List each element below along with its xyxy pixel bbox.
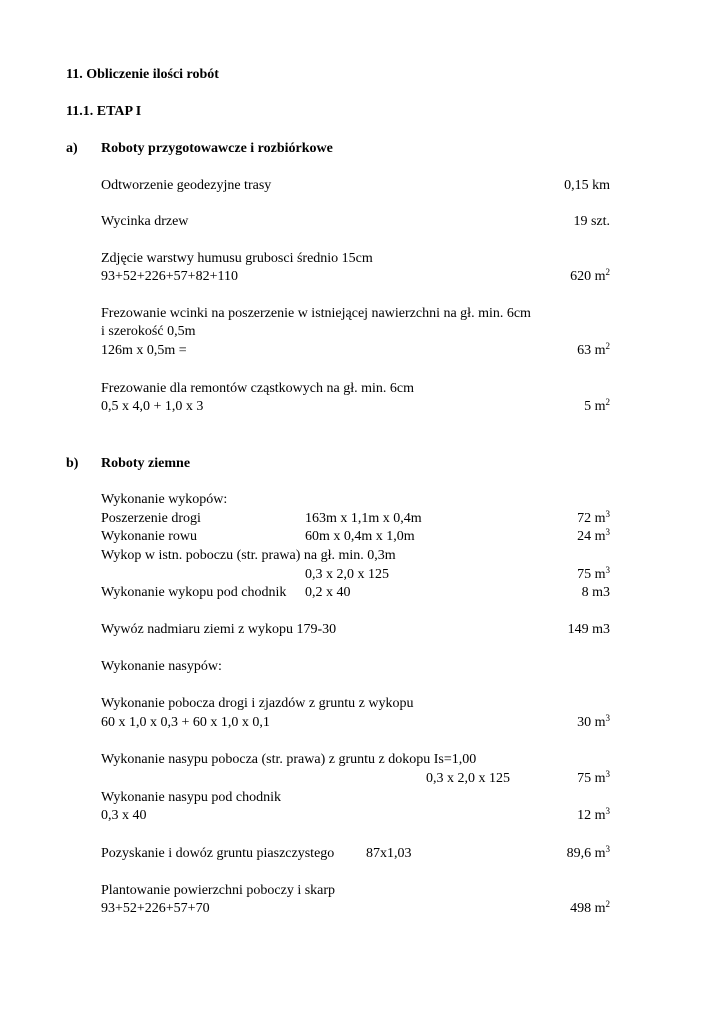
item-description: Wykonanie pobocza drogi i zjazdów z gruntu z wykopu <box>101 696 414 711</box>
item-description: Wycinka drzew <box>101 214 189 229</box>
item-quantity: 0,15 km <box>564 178 610 193</box>
subsection-title: 11.1. ETAP I <box>66 104 142 119</box>
section-b-letter: b) <box>66 456 79 471</box>
item-quantity: 5 $m^2$ <box>584 397 610 414</box>
item-calculation: 60 x 1,0 x 0,3 + 60 x 1,0 x 0,1 <box>101 715 270 730</box>
item-calculation: 0,3 x 2,0 x 125 <box>305 567 389 582</box>
item-quantity: 89,6 $m^3$ <box>566 844 610 861</box>
item-description: Frezowanie dla remontów cząstkowych na gł. min. 6cm <box>101 381 414 396</box>
item-calculation: 163m x 1,1m x 0,4m <box>305 511 422 526</box>
item-description: i szerokość 0,5m <box>101 324 196 339</box>
item-calculation: 87x1,03 <box>366 846 412 861</box>
item-description: Wykonanie rowu <box>101 529 197 544</box>
item-quantity: 30 $m^3$ <box>577 713 610 730</box>
subheading: Wykonanie nasypów: <box>101 659 222 674</box>
item-quantity: 75 $m^3$ <box>577 769 610 786</box>
item-quantity: 620 $m^2$ <box>570 267 610 284</box>
item-quantity: 8 m3 <box>581 585 610 600</box>
item-quantity: 63 $m^2$ <box>577 341 610 358</box>
section-b-heading: Roboty ziemne <box>101 456 191 471</box>
item-description: Zdjęcie warstwy humusu grubosci średnio 15cm <box>101 251 373 266</box>
item-description: Wykonanie wykopu pod chodnik <box>101 585 287 600</box>
section-title: 11. Obliczenie ilości robót <box>66 67 219 82</box>
item-calculation: 0,3 x 40 <box>101 808 147 823</box>
item-description: Wykonanie nasypu pobocza (str. prawa) z gruntu z dokopu Is=1,00 <box>101 752 477 767</box>
section-a-heading: Roboty przygotowawcze i rozbiórkowe <box>101 141 333 156</box>
item-calculation: 0,3 x 2,0 x 125 <box>426 771 510 786</box>
item-description: Pozyskanie i dowóz gruntu piaszczystego <box>101 846 335 861</box>
item-calculation: 0,2 x 40 <box>305 585 351 600</box>
item-quantity: 149 m3 <box>567 622 610 637</box>
item-description: Wykop w istn. poboczu (str. prawa) na gł. min. 0,3m <box>101 548 396 563</box>
item-description: Wywóz nadmiaru ziemi z wykopu 179-30 <box>101 622 337 637</box>
item-description: Plantowanie powierzchni poboczy i skarp <box>101 883 336 898</box>
item-calculation: 93+52+226+57+82+110 <box>101 269 238 284</box>
item-quantity: 75 $m^3$ <box>577 565 610 582</box>
item-calculation: 93+52+226+57+70 <box>101 901 210 916</box>
item-quantity: 72 $m^3$ <box>577 509 610 526</box>
item-description: Odtworzenie geodezyjne trasy <box>101 178 272 193</box>
item-quantity: 498 $m^2$ <box>570 899 610 916</box>
item-calculation: 60m x 0,4m x 1,0m <box>305 529 415 544</box>
subheading: Wykonanie wykopów: <box>101 492 228 507</box>
item-description: Wykonanie nasypu pod chodnik <box>101 790 281 805</box>
item-description: Frezowanie wcinki na poszerzenie w istniejącej nawierzchni na gł. min. 6cm <box>101 306 531 321</box>
item-quantity: 19 szt. <box>573 214 610 229</box>
item-calculation: 0,5 x 4,0 + 1,0 x 3 <box>101 399 204 414</box>
section-a-letter: a) <box>66 141 78 156</box>
item-calculation: 126m x 0,5m = <box>101 343 187 358</box>
item-quantity: 24 $m^3$ <box>577 527 610 544</box>
item-description: Poszerzenie drogi <box>101 511 201 526</box>
item-quantity: 12 $m^3$ <box>577 806 610 823</box>
